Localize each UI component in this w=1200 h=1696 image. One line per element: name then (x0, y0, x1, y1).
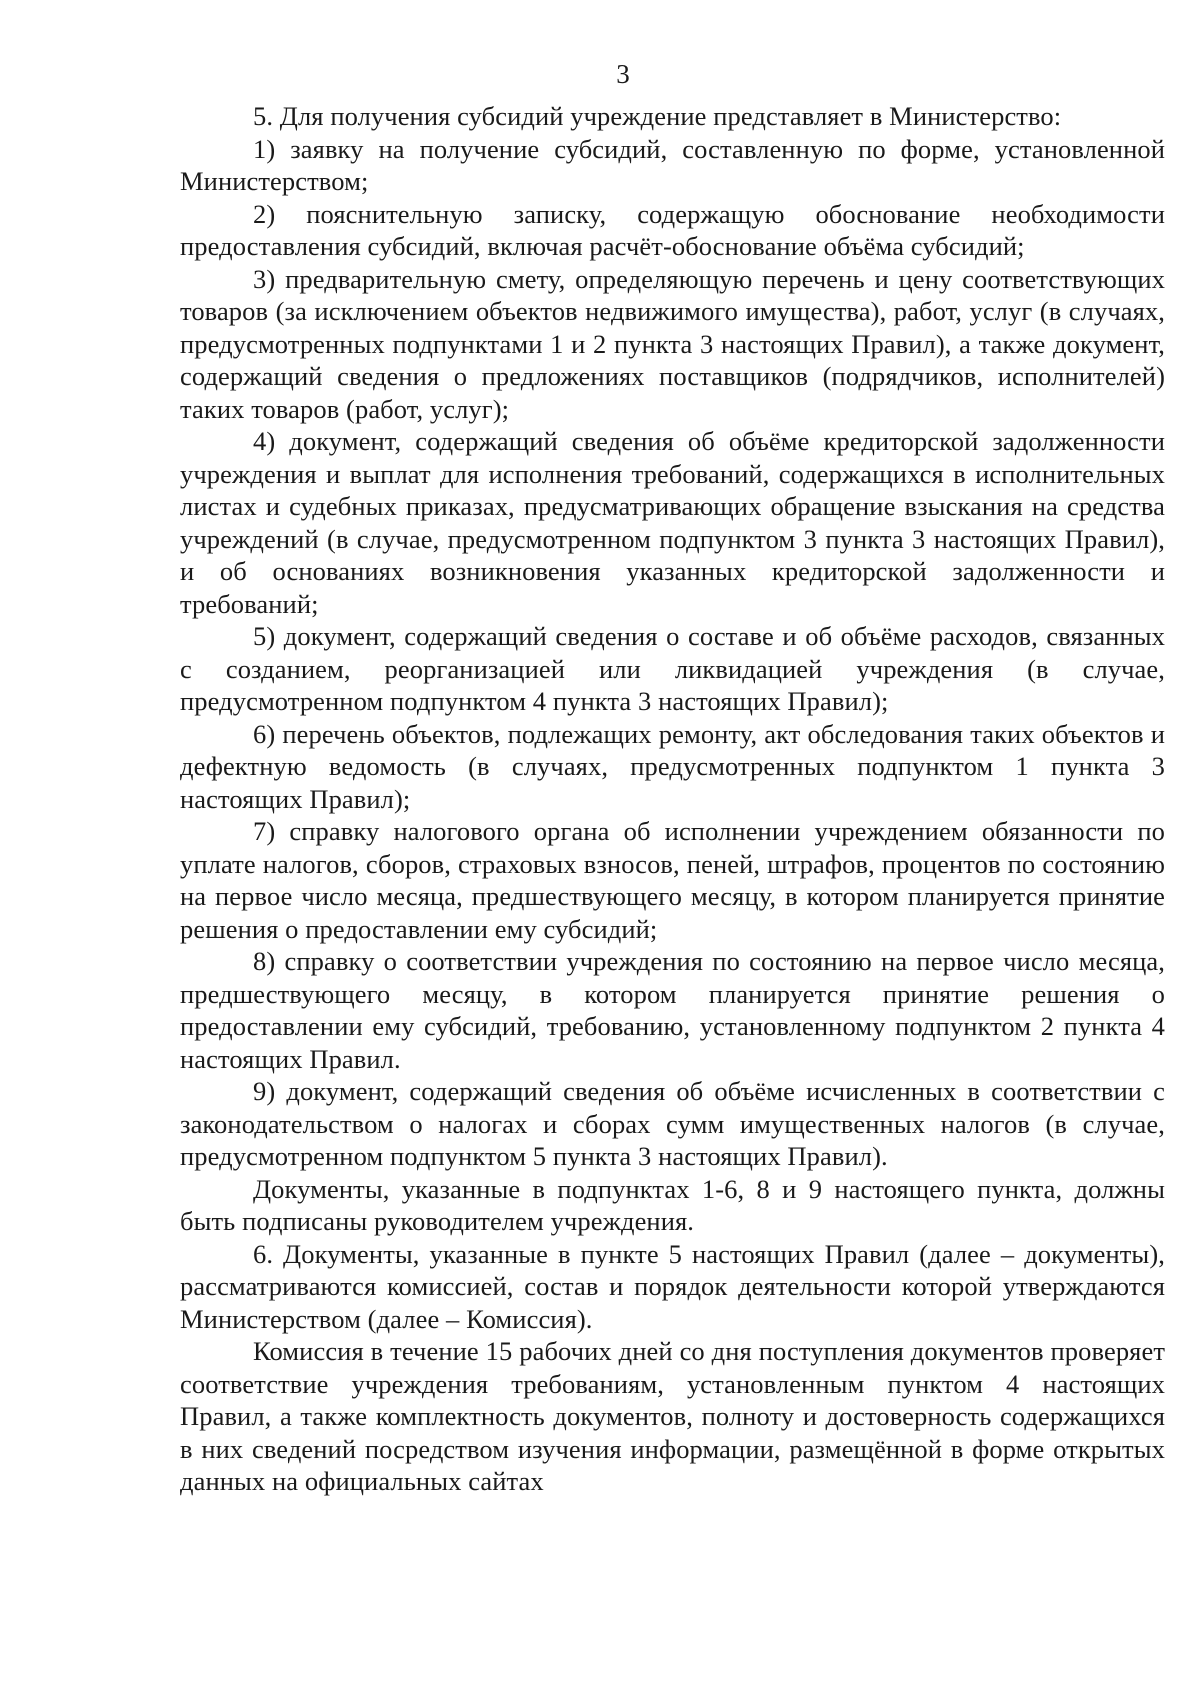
list-item-2: 2) пояснительную записку, содержащую обоснование необходимости предоставления субсидий, включая расчёт-обоснование объёма субсидий; (180, 198, 1165, 261)
list-item-3: 3) предварительную смету, определяющую перечень и цену соответствующих товаров (за исключением объектов недвижимого имущества), работ, услуг (в случаях, предусмотренных подпунктами 1 и 2 пункта 3 настоящих Правил), а также документ, содержащий сведения о предложениях поставщиков (подрядчиков, исполнителей) таких товаров (работ, услуг); (180, 263, 1165, 424)
list-item-8: 8) справку о соответствии учреждения по состоянию на первое число месяца, предшествующего месяцу, в котором планируется принятие решения о предоставлении ему субсидий, требованию, установленному подпунктом 2 пункта 4 настоящих Правил. (180, 946, 1165, 1074)
commission-review-paragraph: Комиссия в течение 15 рабочих дней со дня поступления документов проверяет соответствие учреждения требованиям, установленным пунктом 4 настоящих Правил, а также комплектность документов, полноту и достоверность содержащихся в них сведений посредством изучения информации, размещённой в форме открытых данных на официальных сайтах (180, 1336, 1165, 1496)
list-item-9: 9) документ, содержащий сведения об объёме исчисленных в соответствии с законодательством о налогах и сборах сумм имущественных налогов (в случае, предусмотренном подпунктом 5 пункта 3 настоящих Правил). (180, 1076, 1165, 1171)
paragraph-6: 6. Документы, указанные в пункте 5 настоящих Правил (далее – документы), рассматриваются комиссией, состав и порядок деятельности которой утверждаются Министерством (далее – Комиссия). (180, 1238, 1165, 1334)
list-item-5: 5) документ, содержащий сведения о составе и об объёме расходов, связанных с созданием, реорганизацией или ликвидацией учреждения (в случае, предусмотренном подпунктом 4 пункта 3 настоящих Правил); (180, 621, 1165, 716)
list-item-7: 7) справку налогового органа об исполнении учреждением обязанности по уплате налогов, сборов, страховых взносов, пеней, штрафов, процентов по состоянию на первое число месяца, предшествующего месяцу, в котором планируется принятие решения о предоставлении ему субсидий; (180, 816, 1165, 944)
paragraph-5-intro: 5. Для получения субсидий учреждение представляет в Министерство: (253, 101, 1062, 131)
list-item-4: 4) документ, содержащий сведения об объёме кредиторской задолженности учреждения и выплат для исполнения требований, содержащихся в исполнительных листах и судебных приказах, предусматривающих обращение взыскания на средства учреждений (в случае, предусмотренном подпунктом 3 пункта 3 настоящих Правил), и об основаниях возникновения указанных кредиторской задолженности и требований; (180, 426, 1165, 619)
document-body (180, 100, 1165, 1498)
page-number: 3 (616, 59, 630, 89)
list-item-6: 6) перечень объектов, подлежащих ремонту, акт обследования таких объектов и дефектную ведомость (в случаях, предусмотренных подпунктом 1 пункта 3 настоящих Правил); (180, 718, 1165, 814)
list-item-1: 1) заявку на получение субсидий, составленную по форме, установленной Министерством; (180, 133, 1165, 196)
signature-requirement: Документы, указанные в подпунктах 1-6, 8 и 9 настоящего пункта, должны быть подписаны руководителем учреждения. (180, 1173, 1165, 1236)
